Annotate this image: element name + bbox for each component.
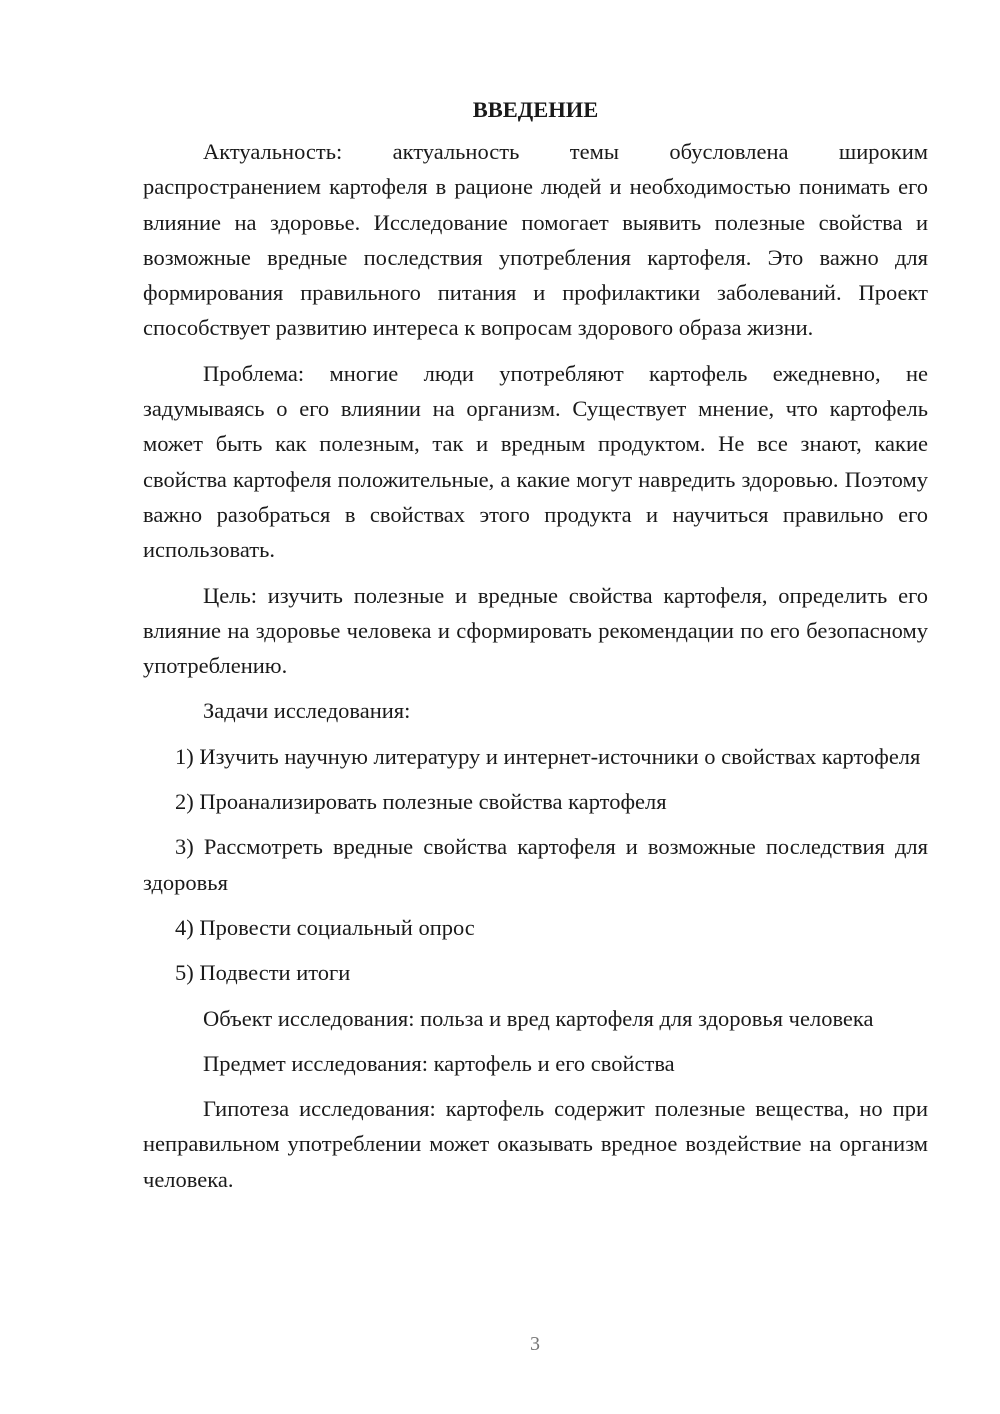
paragraph-goal: Цель: изучить полезные и вредные свойства картофеля, определить его влияние на здоровье человека и сформировать рекомендации по его безопасному употреблению. [143,582,928,679]
paragraph-hypothesis: Гипотеза исследования: картофель содержит полезные вещества, но при неправильном употреблении может оказывать вредное воздействие на организм человека. [143,1096,928,1192]
page-title: ВВЕДЕНИЕ [472,97,599,122]
task-item-4: 4) Провести социальный опрос [175,914,475,940]
task-item-5: 5) Подвести итоги [175,960,351,986]
paragraph-object: Объект исследования: польза и вред картофеля для здоровья человека [203,1005,874,1031]
task-item-3: 3) Рассмотреть вредные свойства картофеля и возможные последствия для здоровья [143,834,928,895]
task-item-1: 1) Изучить научную литературу и интернет-источники о свойствах картофеля [175,743,921,769]
task-item-2: 2) Проанализировать полезные свойства картофеля [175,789,667,815]
paragraph-problem: Проблема: многие люди употребляют картофель ежедневно, не задумываясь о его влиянии на организм. Существует мнение, что картофель может быть как полезным, так и вредным продуктом. Не все знают, какие свойства картофеля положительные, а какие могут навредить здоровью. Поэтому важно разобраться в свойствах этого продукта и научиться правильно его использовать. [143,360,928,563]
paragraph-subject: Предмет исследования: картофель и его свойства [203,1050,675,1076]
document-page [143,92,928,1207]
paragraph-relevance: Актуальность: актуальность темы обусловлена широким распространением картофеля в рационе людей и необходимостью понимать его влияние на здоровье. Исследование помогает выявить полезные свойства и возможные вредные последствия употребления картофеля. Это важно для формирования правильного питания и профилактики заболеваний. Проект способствует развитию интереса к вопросам здорового образа жизни. [143,139,928,341]
tasks-heading: Задачи исследования: [203,698,411,724]
page-number: 3 [530,1333,540,1355]
